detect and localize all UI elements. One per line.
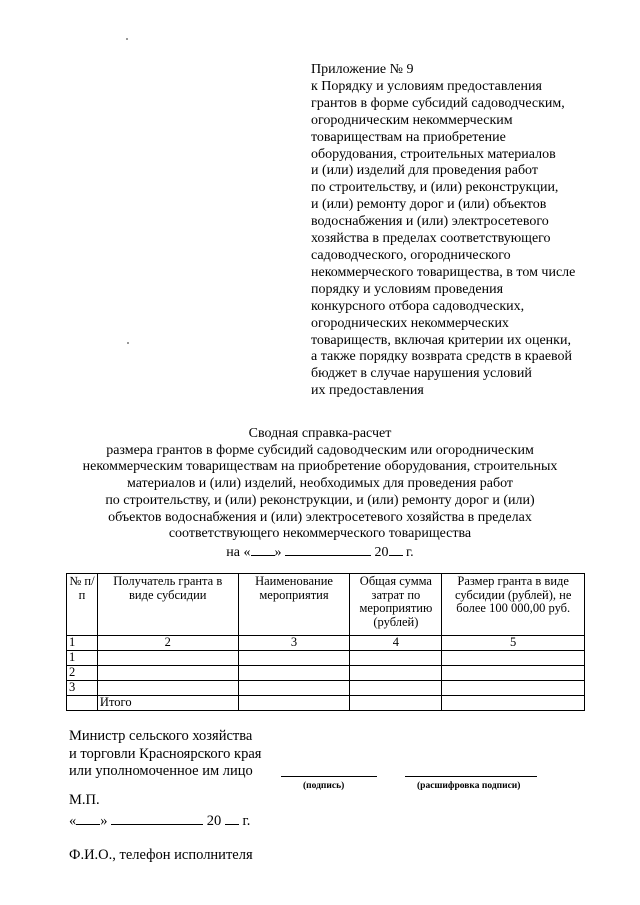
column-number-row: [67, 636, 585, 651]
appendix-line: конкурсного отбора садоводческих,: [311, 298, 525, 314]
total-label: Итого: [97, 696, 238, 711]
signatory-line: и торговли Красноярского края: [69, 745, 262, 762]
table-row: [67, 666, 585, 681]
header-activity: Наименование мероприятия: [238, 574, 350, 636]
signature-caption: (подпись): [303, 781, 345, 791]
appendix-line: товариществам на приобретение: [311, 129, 506, 145]
scan-speck: [127, 342, 129, 344]
date-prefix: «: [69, 813, 77, 829]
day-blank: [251, 543, 275, 556]
date-mid: »: [100, 813, 108, 829]
column-number: 5: [442, 636, 585, 651]
appendix-line: хозяйства в пределах соответствующего: [311, 231, 551, 247]
appendix-line: грантов в форме субсидий садоводческим,: [311, 95, 565, 111]
appendix-line: и (или) изделий для проведения работ: [311, 163, 538, 179]
column-number: 2: [97, 636, 238, 651]
contact-person: Ф.И.О., телефон исполнителя: [69, 847, 253, 863]
appendix-line: огороднических некоммерческих: [311, 315, 509, 331]
table-header-row: [67, 574, 585, 636]
grant-cell[interactable]: [442, 666, 585, 681]
cost-cell[interactable]: [350, 666, 442, 681]
total-cost-cell[interactable]: [350, 696, 442, 711]
title-line: некоммерческим товариществам на приобретение оборудования, строительных: [82, 459, 558, 475]
appendix-line: огородническим некоммерческим: [311, 112, 513, 128]
appendix-line: некоммерческого товарищества, в том числе: [311, 264, 576, 280]
appendix-heading: [311, 62, 611, 400]
year-blank: [389, 543, 403, 556]
appendix-line: оборудования, строительных материалов: [311, 146, 556, 162]
cost-cell[interactable]: [350, 681, 442, 696]
scan-speck: [126, 38, 128, 40]
column-number: 1: [67, 636, 98, 651]
header-recipient: Получатель гранта в виде субсидии: [97, 574, 238, 636]
signatory-line: или уполномоченное им лицо: [69, 763, 253, 779]
appendix-line: а также порядку возврата средств в краевой: [311, 349, 573, 365]
title-line: объектов водоснабжения и (или) электросетевого хозяйства в пределах: [108, 509, 532, 525]
appendix-line: их предоставления: [311, 383, 424, 399]
grant-cell[interactable]: [442, 681, 585, 696]
activity-cell[interactable]: [238, 651, 350, 666]
header-number: № п/п: [67, 574, 98, 636]
month-blank: [285, 543, 371, 556]
recipient-cell[interactable]: [97, 681, 238, 696]
appendix-line: и (или) ремонту дорог и (или) объектов: [311, 197, 547, 213]
header-total-cost: Общая сумма затрат по мероприятию (рублей): [350, 574, 442, 636]
activity-cell[interactable]: [238, 681, 350, 696]
month-blank: [111, 812, 203, 825]
year-blank: [225, 812, 239, 825]
appendix-line: водоснабжения и (или) электросетевого: [311, 214, 549, 230]
date-year: 20: [374, 544, 389, 560]
column-number: 4: [350, 636, 442, 651]
title-line: размера грантов в форме субсидий садоводческим или огородническим: [106, 442, 534, 458]
row-number: 2: [67, 666, 98, 681]
day-blank: [76, 812, 100, 825]
total-activity-cell[interactable]: [238, 696, 350, 711]
document-title: [40, 426, 600, 562]
recipient-cell[interactable]: [97, 651, 238, 666]
signature-decode-caption: (расшифровка подписи): [417, 781, 521, 791]
grant-cell[interactable]: [442, 651, 585, 666]
total-row: [67, 696, 585, 711]
header-grant-size: Размер гранта в виде субсидии (рублей), не более 100 000,00 руб.: [442, 574, 585, 636]
appendix-line: Приложение № 9: [311, 62, 414, 77]
appendix-line: по строительству, и (или) реконструкции,: [311, 180, 559, 196]
date-year: 20: [206, 813, 222, 829]
title-line: Сводная справка-расчет: [248, 426, 392, 441]
appendix-line: товариществ, включая критерии их оценки,: [311, 332, 571, 348]
signature-decode-line[interactable]: [405, 776, 537, 777]
title-line: соответствующего некоммерческого товарищества: [168, 526, 472, 542]
appendix-line: порядку и условиям проведения: [311, 281, 504, 297]
date-mid: »: [274, 544, 282, 560]
date-prefix: на «: [226, 544, 251, 560]
date-suffix: г.: [238, 813, 251, 829]
grants-table: [66, 573, 585, 711]
signatory-line: Министр сельского хозяйства: [69, 728, 253, 744]
appendix-line: садоводческого, огороднического: [311, 247, 511, 263]
cost-cell[interactable]: [350, 651, 442, 666]
column-number: 3: [238, 636, 350, 651]
title-date-line: [40, 543, 600, 562]
signature-line[interactable]: [281, 776, 377, 777]
row-number: 1: [67, 651, 98, 666]
recipient-cell[interactable]: [97, 666, 238, 681]
title-line: по строительству, и (или) реконструкции, и (или) ремонту дорог и (или): [105, 492, 535, 508]
date-suffix: г.: [402, 544, 414, 560]
table-row: [67, 681, 585, 696]
appendix-line: к Порядку и условиям предоставления: [311, 78, 542, 94]
signature-date-line: [69, 812, 250, 830]
signatory-block: [69, 728, 261, 781]
title-line: материалов и (или) изделий, необходимых для проведения работ: [126, 476, 514, 492]
total-grant-cell[interactable]: [442, 696, 585, 711]
appendix-line: бюджет в случае нарушения условий: [311, 366, 532, 382]
row-number: 3: [67, 681, 98, 696]
total-number-cell: [67, 696, 98, 711]
table-row: [67, 651, 585, 666]
stamp-place: М.П.: [69, 792, 100, 808]
activity-cell[interactable]: [238, 666, 350, 681]
